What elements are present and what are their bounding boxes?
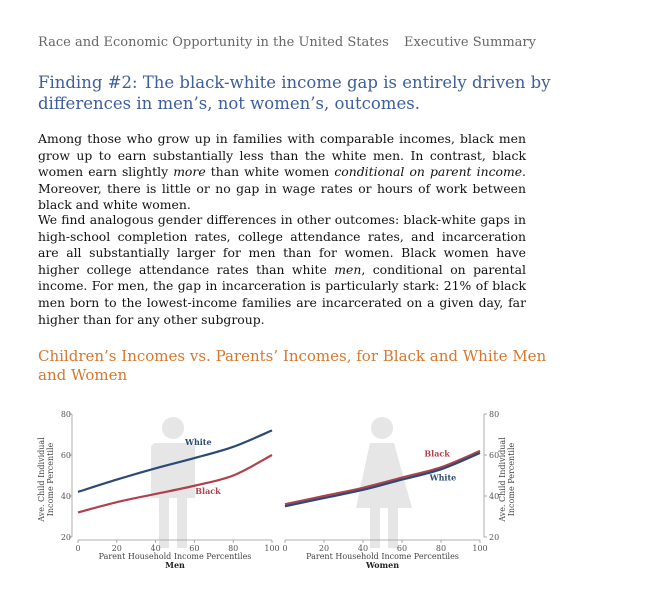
y-axis-label-line: Ave. Child Individual	[37, 437, 46, 522]
y-tick-label: 80	[489, 410, 500, 419]
y-axis-label	[37, 437, 55, 523]
series-label-white: White	[429, 472, 457, 483]
p2-text-b: , conditional on parental income. For men, the gap in incarceration is particularly stark: 21% of black men born to the lowest-income families are incarcerated on a given day, far higher than for any other subgroup.	[38, 261, 526, 327]
y-tick-label: 40	[60, 492, 71, 501]
x-tick-label: 60	[189, 544, 200, 553]
p2-emphasis-men: men	[334, 261, 362, 277]
y-axis-label	[498, 437, 516, 523]
x-axis-sublabel: Women	[365, 560, 400, 570]
series-label-white: White	[184, 436, 212, 447]
y-axis-label-line: Ave. Child Individual	[498, 437, 507, 522]
header-report-title: Race and Economic Opportunity in the United States	[38, 35, 389, 50]
y-axis-label-line: Income Percentile	[46, 442, 55, 517]
y-tick-label: 80	[60, 410, 71, 419]
x-tick-label: 80	[228, 544, 239, 553]
series-label-black: Black	[424, 448, 450, 459]
x-tick-label: 40	[150, 544, 161, 553]
paragraph-2	[38, 212, 526, 328]
x-tick-label: 40	[357, 544, 369, 553]
finding-heading: Finding #2: The black-white income gap is entirely driven by differences in men’s, not women’s, outcomes.	[38, 73, 551, 113]
x-tick-label: 80	[435, 544, 447, 553]
x-axis-label: Parent Household Income Percentiles	[98, 552, 252, 561]
x-axis-sublabel: Men	[165, 560, 185, 570]
paragraph-1	[38, 131, 526, 214]
y-tick-label: 20	[489, 533, 500, 542]
p2-text-a: We find analogous gender differences in other outcomes: black-white gaps in high-school completion rates, college attendance rates, and incarceration are all substantially larger for men than for women. Black women have higher college attendance rates than white	[38, 212, 526, 277]
x-tick-label: 0	[282, 544, 288, 553]
x-tick-label: 20	[318, 544, 330, 553]
x-tick-label: 0	[75, 544, 81, 553]
y-tick-label: 60	[489, 451, 500, 460]
p1-text-a: Among those who grow up in families with comparable incomes, black men grow up to earn substantially less than the white men. In contrast, black women earn slightly	[38, 131, 526, 180]
p1-text-c: Moreover, there is little or no gap in wage rates or hours of work between black and white women.	[38, 180, 526, 213]
x-tick-label: 100	[264, 544, 280, 553]
p1-emphasis-more: more	[173, 164, 206, 180]
y-tick-label: 40	[489, 492, 500, 501]
x-tick-label: 60	[396, 544, 408, 553]
y-tick-label: 20	[60, 533, 71, 542]
p1-text-b: than white women	[205, 164, 335, 180]
x-axis-label: Parent Household Income Percentiles	[306, 552, 459, 561]
y-tick-label: 60	[60, 451, 71, 460]
income-charts-figure	[0, 398, 649, 578]
x-tick-label: 100	[472, 544, 488, 553]
header-section-title: Executive Summary	[404, 35, 536, 50]
chart-title: Children’s Incomes vs. Parents’ Incomes, for Black and White Men and Women	[38, 347, 547, 384]
series-label-black: Black	[195, 486, 221, 497]
p1-emphasis-conditional: conditional on parent income.	[334, 164, 526, 180]
x-tick-label: 20	[111, 544, 122, 553]
y-axis-label-line: Income Percentile	[507, 442, 516, 517]
